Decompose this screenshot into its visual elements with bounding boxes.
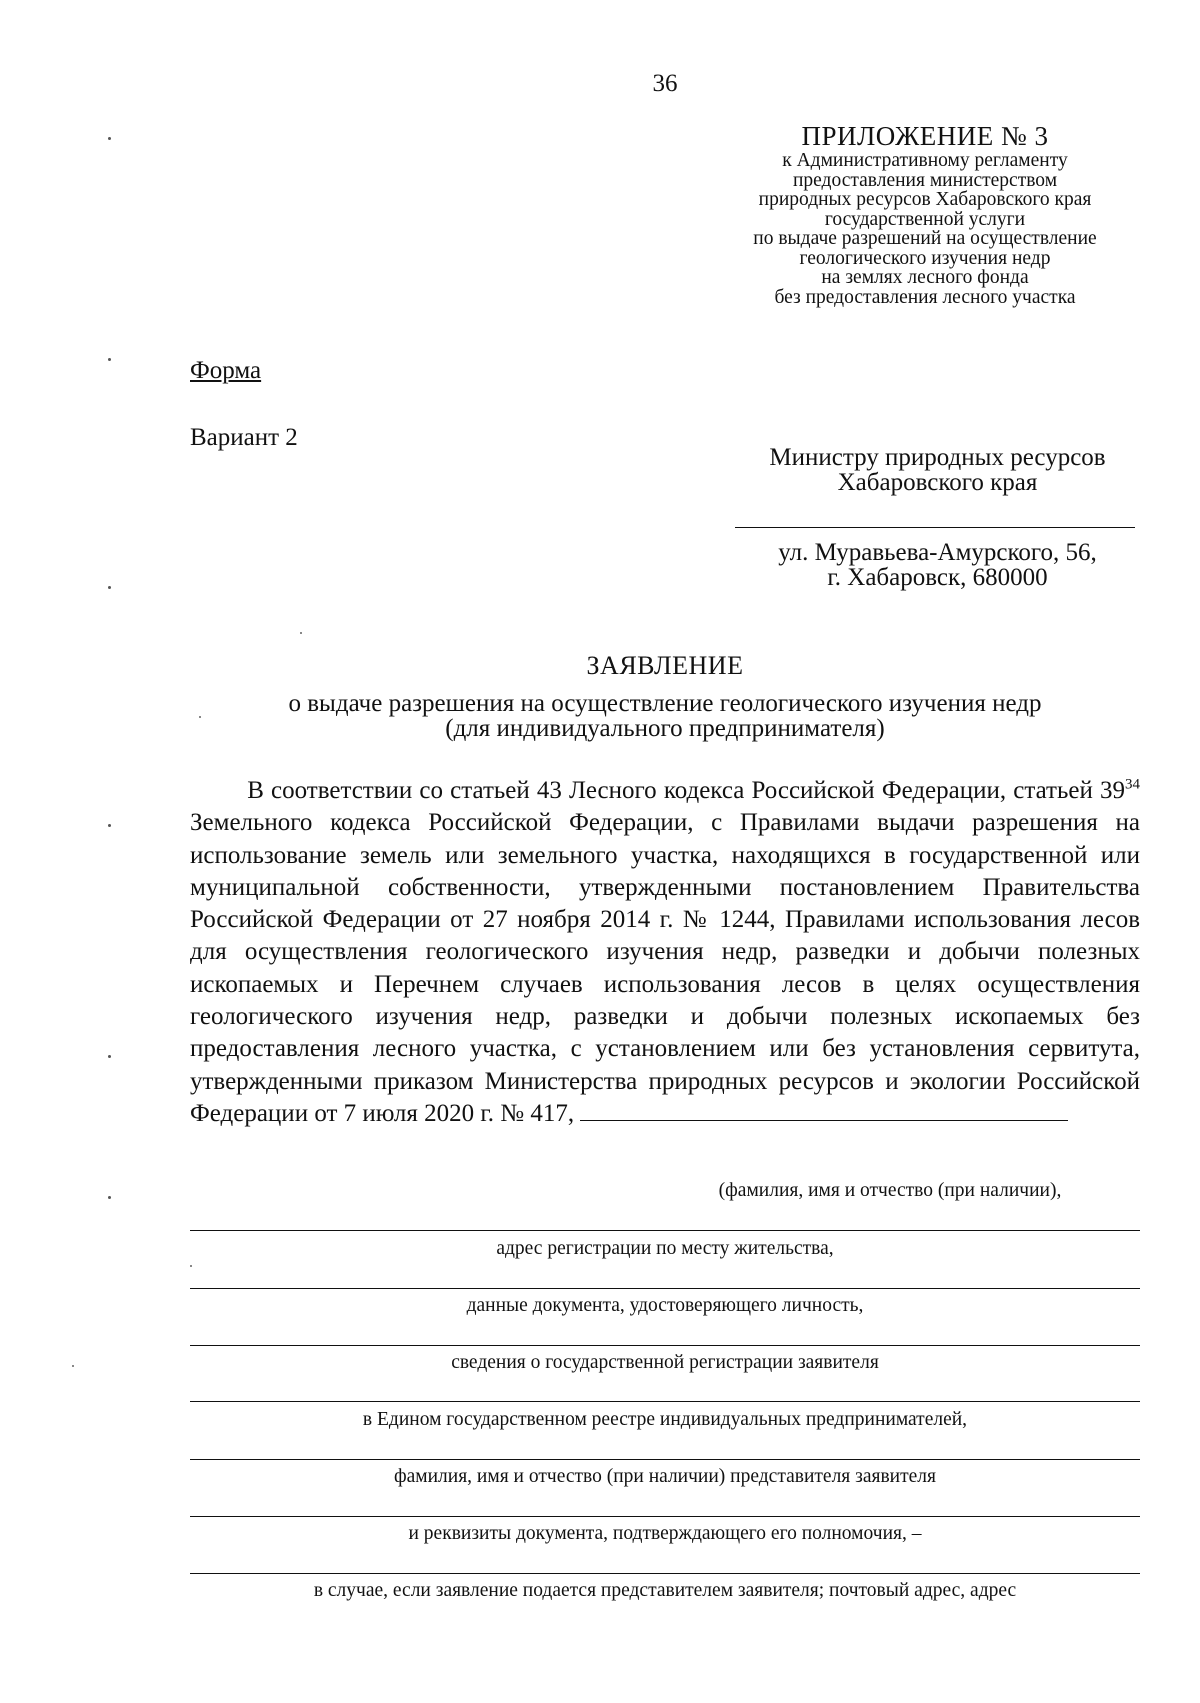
form-label: Форма [190, 357, 262, 384]
body-text-part-2: Земельного кодекса Российской Федерации, с Правилами выдачи разрешения на использование земель или земельного участка, находящихся в государственной или муниципальной собственности, утвержденными постановлением Правительства Российской Федерации от 27 ноября 2014 г. № 1244, Правилами использования лесов для осуществления геологического изучения недр, разведки и добычи полезных ископаемых и Перечнем случаев использования лесов в целях осуществления геологического изучения недр, разведки и добычи полезных ископаемых без предоставления лесного участка, с установлением или без установления сервитута, утвержденными приказом Министерства природных ресурсов и экологии Российской Федерации от 7 июля 2020 г. № 417, [190, 809, 1140, 1127]
field-rule [190, 1288, 1140, 1289]
scan-speck [108, 358, 111, 361]
field-caption-registry: в Едином государственном реестре индивидуальных предпринимателей, [362, 1409, 968, 1430]
applicant-name-blank [580, 1098, 1068, 1121]
field-caption-registration: сведения о государственной регистрации заявителя [451, 1352, 879, 1373]
recipient-line-2: Хабаровского края [837, 469, 1038, 496]
address-block [735, 540, 1140, 590]
recipient-block [735, 445, 1140, 495]
field-rule [190, 1401, 1140, 1402]
body-text-part-1: В соответствии со статьей 43 Лесного кодекса Российской Федерации, статьей 39 [247, 777, 1126, 804]
appendix-line: по выдаче разрешений на осуществление [753, 228, 1097, 249]
body-paragraph [190, 775, 1140, 1130]
field-rule [190, 1516, 1140, 1517]
address-line-2: г. Хабаровск, 680000 [827, 564, 1048, 591]
statement-title: ЗАЯВЛЕНИЕ [586, 651, 744, 680]
appendix-title: ПРИЛОЖЕНИЕ № 3 [801, 121, 1049, 151]
appendix-block [705, 121, 1145, 307]
appendix-line: к Административному регламенту [782, 150, 1068, 171]
field-rule [190, 1573, 1140, 1574]
scan-speck [108, 1196, 111, 1199]
statement-subtitle-line-1: о выдаче разрешения на осуществление геологического изучения недр [288, 690, 1042, 717]
appendix-line: природных ресурсов Хабаровского края [758, 189, 1092, 210]
appendix-line: государственной услуги [824, 208, 1026, 230]
appendix-line: без предоставления лесного участка [774, 286, 1076, 308]
scan-speck [300, 632, 302, 634]
scan-speck [72, 1365, 74, 1367]
scan-speck [108, 586, 111, 589]
appendix-line: предоставления министерством [792, 169, 1058, 191]
page-number: 36 [652, 70, 678, 97]
field-rule [190, 1459, 1140, 1460]
field-caption-address: адрес регистрации по месту жительства, [496, 1238, 834, 1259]
body-indent [190, 777, 247, 804]
recipient-rule [735, 527, 1135, 528]
field-caption-id-document: данные документа, удостоверяющего личность, [466, 1295, 864, 1316]
appendix-line: геологического изучения недр [799, 247, 1051, 269]
scan-speck [199, 716, 201, 718]
address-line-1: ул. Муравьева-Амурского, 56, [778, 539, 1097, 566]
statement-subtitle-line-2: (для индивидуального предпринимателя) [445, 715, 885, 742]
field-rule [190, 1230, 1140, 1231]
scan-speck [108, 1055, 111, 1058]
statement-subtitle [190, 691, 1140, 741]
field-caption-name: (фамилия, имя и отчество (при наличии), [718, 1180, 1062, 1201]
field-caption-authority-document: и реквизиты документа, подтверждающего его полномочия, – [408, 1523, 922, 1544]
appendix-line: на землях лесного фонда [821, 267, 1029, 288]
field-caption-representative: фамилия, имя и отчество (при наличии) представителя заявителя [393, 1466, 936, 1487]
recipient-line-1: Министру природных ресурсов [769, 444, 1106, 471]
scan-speck [108, 137, 111, 140]
scan-speck [108, 824, 111, 827]
field-rule [190, 1345, 1140, 1346]
scan-speck [190, 1265, 192, 1267]
field-caption-postal-address: в случае, если заявление подается представителем заявителя; почтовый адрес, адрес [313, 1580, 1017, 1601]
variant-label: Вариант 2 [190, 424, 298, 451]
article-superscript: 34 [1125, 776, 1141, 793]
